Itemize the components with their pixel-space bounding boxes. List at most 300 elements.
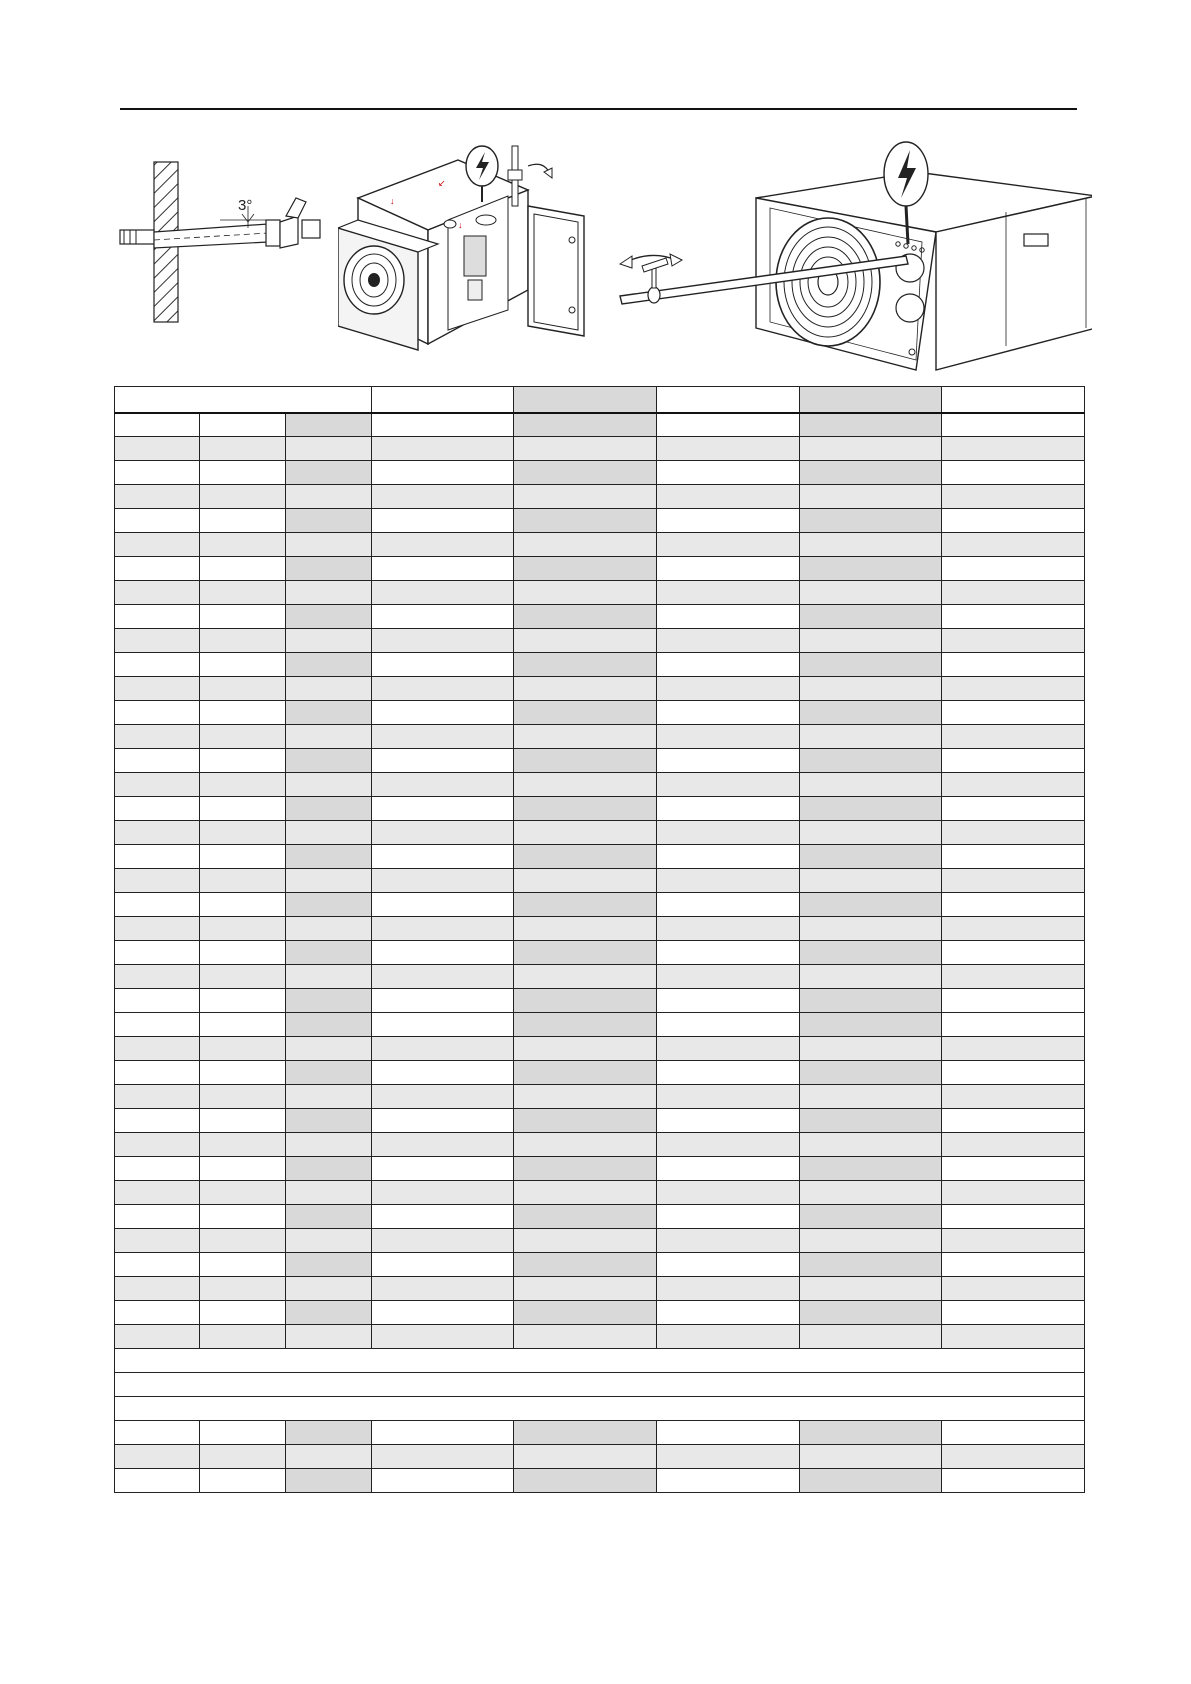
table-row	[115, 1061, 1085, 1085]
table-row	[115, 1133, 1085, 1157]
table-cell	[286, 893, 372, 917]
table-cell	[286, 1133, 372, 1157]
table-row	[115, 1229, 1085, 1253]
table-cell	[942, 1325, 1085, 1349]
header-cell	[514, 387, 657, 413]
table-cell	[657, 1061, 800, 1085]
table-cell	[200, 1037, 286, 1061]
open-door	[528, 206, 584, 336]
table-cell	[286, 461, 372, 485]
table-cell	[372, 1445, 514, 1469]
table-cell	[942, 989, 1085, 1013]
table-cell	[657, 557, 800, 581]
table-cell	[657, 533, 800, 557]
table-cell	[372, 1277, 514, 1301]
table-cell	[200, 701, 286, 725]
table-cell	[800, 1013, 942, 1037]
table-cell	[372, 605, 514, 629]
table-cell	[286, 1013, 372, 1037]
table-cell	[800, 437, 942, 461]
table-cell	[800, 797, 942, 821]
table-row	[115, 989, 1085, 1013]
table-cell	[514, 749, 657, 773]
table-row	[115, 485, 1085, 509]
table-cell	[115, 581, 200, 605]
table-cell	[372, 773, 514, 797]
table-cell	[942, 533, 1085, 557]
handle	[1024, 234, 1048, 246]
table-cell	[200, 557, 286, 581]
table-cell	[514, 461, 657, 485]
table-cell	[286, 941, 372, 965]
fan-grille	[344, 246, 404, 314]
table-cell	[372, 1421, 514, 1445]
table-cell	[800, 1277, 942, 1301]
table-cell	[942, 869, 1085, 893]
table-cell	[657, 677, 800, 701]
table-cell	[514, 1325, 657, 1349]
table-cell	[115, 1061, 200, 1085]
table-cell	[200, 821, 286, 845]
table-cell	[286, 989, 372, 1013]
table-cell	[115, 821, 200, 845]
table-cell	[286, 509, 372, 533]
table-cell	[372, 1325, 514, 1349]
table-row	[115, 581, 1085, 605]
table-cell	[372, 557, 514, 581]
table-row	[115, 1349, 1085, 1373]
table-cell	[115, 1085, 200, 1109]
table-cell	[286, 1037, 372, 1061]
table-cell	[286, 917, 372, 941]
table-cell	[115, 1397, 1085, 1421]
table-cell	[514, 533, 657, 557]
table-cell	[942, 1253, 1085, 1277]
header-cell	[800, 387, 942, 413]
table-cell	[200, 1325, 286, 1349]
table-cell	[657, 413, 800, 437]
table-cell	[800, 773, 942, 797]
table-cell	[514, 701, 657, 725]
table-cell	[200, 1253, 286, 1277]
table-cell	[942, 605, 1085, 629]
table-cell	[115, 1349, 1085, 1373]
table-row	[115, 1205, 1085, 1229]
table-cell	[372, 1109, 514, 1133]
table-cell	[372, 941, 514, 965]
table-cell	[200, 797, 286, 821]
table-cell	[372, 725, 514, 749]
table-cell	[115, 677, 200, 701]
table-cell	[372, 1037, 514, 1061]
table-row	[115, 1109, 1085, 1133]
table-cell	[372, 893, 514, 917]
table-cell	[800, 1445, 942, 1469]
table-cell	[200, 1445, 286, 1469]
table-cell	[200, 1469, 286, 1493]
table-row	[115, 1253, 1085, 1277]
table-row	[115, 869, 1085, 893]
table-cell	[514, 1229, 657, 1253]
table-cell	[800, 893, 942, 917]
angle-label: 3°	[238, 197, 253, 214]
table-cell	[942, 701, 1085, 725]
table-cell	[200, 605, 286, 629]
table-cell	[115, 653, 200, 677]
table-cell	[942, 1061, 1085, 1085]
table-row	[115, 941, 1085, 965]
table-cell	[286, 1109, 372, 1133]
table-cell	[657, 845, 800, 869]
table-cell	[800, 533, 942, 557]
table-cell	[286, 1301, 372, 1325]
table-cell	[115, 437, 200, 461]
svg-text:↓: ↓	[390, 196, 395, 206]
table-cell	[657, 1157, 800, 1181]
table-cell	[514, 653, 657, 677]
table-cell	[115, 1181, 200, 1205]
table-cell	[200, 437, 286, 461]
table-cell	[800, 629, 942, 653]
table-row	[115, 845, 1085, 869]
table-cell	[514, 1181, 657, 1205]
table-cell	[286, 557, 372, 581]
table-cell	[942, 653, 1085, 677]
table-cell	[800, 509, 942, 533]
table-cell	[942, 1037, 1085, 1061]
table-cell	[200, 893, 286, 917]
table-cell	[115, 1421, 200, 1445]
table-cell	[657, 1229, 800, 1253]
table-cell	[200, 1277, 286, 1301]
table-cell	[200, 965, 286, 989]
table-cell	[200, 677, 286, 701]
table-cell	[942, 437, 1085, 461]
table-cell	[942, 965, 1085, 989]
table-cell	[115, 1133, 200, 1157]
table-cell	[800, 1085, 942, 1109]
svg-text:↙: ↙	[438, 178, 446, 188]
table-cell	[657, 509, 800, 533]
table-cell	[514, 725, 657, 749]
table-cell	[514, 581, 657, 605]
table-cell	[800, 677, 942, 701]
table-row	[115, 413, 1085, 437]
table-cell	[657, 1253, 800, 1277]
table-cell	[372, 1013, 514, 1037]
table-cell	[115, 941, 200, 965]
table-cell	[286, 533, 372, 557]
table-cell	[800, 725, 942, 749]
table-cell	[372, 1469, 514, 1493]
table-row	[115, 797, 1085, 821]
table-cell	[200, 509, 286, 533]
table-cell	[800, 1469, 942, 1493]
table-cell	[942, 1013, 1085, 1037]
table-cell	[372, 1229, 514, 1253]
table-cell	[800, 1181, 942, 1205]
table-cell	[800, 461, 942, 485]
table-cell	[200, 941, 286, 965]
table-cell	[115, 725, 200, 749]
table-cell	[942, 557, 1085, 581]
table-cell	[942, 1445, 1085, 1469]
table-cell	[286, 701, 372, 725]
table-cell	[514, 845, 657, 869]
table-cell	[942, 1109, 1085, 1133]
table-cell	[657, 893, 800, 917]
table-row	[115, 1325, 1085, 1349]
table-cell	[657, 725, 800, 749]
table-cell	[372, 437, 514, 461]
table-cell	[942, 845, 1085, 869]
table-cell	[115, 773, 200, 797]
table-row	[115, 629, 1085, 653]
table-cell	[372, 413, 514, 437]
table-row	[115, 1277, 1085, 1301]
table-row	[115, 1013, 1085, 1037]
table-cell	[800, 1325, 942, 1349]
table-row	[115, 821, 1085, 845]
table-row	[115, 1445, 1085, 1469]
table-cell	[200, 845, 286, 869]
table-row	[115, 1373, 1085, 1397]
table-cell	[942, 509, 1085, 533]
table-cell	[286, 581, 372, 605]
table-cell	[115, 1253, 200, 1277]
table-cell	[115, 1445, 200, 1469]
table-cell	[514, 821, 657, 845]
table-cell	[372, 485, 514, 509]
table-cell	[115, 845, 200, 869]
table-cell	[115, 533, 200, 557]
table-cell	[514, 437, 657, 461]
table-cell	[115, 1037, 200, 1061]
table-row	[115, 557, 1085, 581]
table-cell	[115, 1469, 200, 1493]
table-cell	[115, 989, 200, 1013]
table-cell	[657, 1325, 800, 1349]
table-cell	[200, 989, 286, 1013]
table-cell	[200, 725, 286, 749]
table-cell	[800, 413, 942, 437]
table-cell	[800, 1421, 942, 1445]
table-cell	[200, 917, 286, 941]
table-cell	[800, 989, 942, 1013]
table-cell	[372, 1205, 514, 1229]
table-cell	[514, 917, 657, 941]
table-cell	[200, 1085, 286, 1109]
table-cell	[200, 1133, 286, 1157]
table-cell	[372, 1301, 514, 1325]
table-row	[115, 773, 1085, 797]
table-cell	[200, 1229, 286, 1253]
table-cell	[657, 1301, 800, 1325]
table-cell	[657, 581, 800, 605]
table-cell	[115, 1373, 1085, 1397]
table-row	[115, 1181, 1085, 1205]
table-cell	[514, 1253, 657, 1277]
table-cell	[372, 629, 514, 653]
table-row	[115, 917, 1085, 941]
table-cell	[514, 1109, 657, 1133]
table-cell	[200, 461, 286, 485]
table-cell	[942, 917, 1085, 941]
table-cell	[200, 1061, 286, 1085]
table-cell	[286, 1181, 372, 1205]
table-cell	[286, 629, 372, 653]
table-cell	[942, 1229, 1085, 1253]
heat-exchanger-figure	[616, 132, 1092, 374]
table-row	[115, 533, 1085, 557]
table-cell	[942, 677, 1085, 701]
table-cell	[514, 869, 657, 893]
table-cell	[514, 557, 657, 581]
table-cell	[286, 749, 372, 773]
table-cell	[286, 1205, 372, 1229]
table-cell	[372, 509, 514, 533]
table-cell	[115, 461, 200, 485]
table-cell	[286, 653, 372, 677]
table-row	[115, 653, 1085, 677]
table-cell	[286, 413, 372, 437]
table-cell	[514, 1085, 657, 1109]
table-cell	[286, 965, 372, 989]
fan-grille	[776, 218, 880, 346]
table-cell	[514, 677, 657, 701]
table-cell	[115, 1325, 200, 1349]
table-cell	[657, 917, 800, 941]
table-cell	[800, 821, 942, 845]
table-cell	[657, 437, 800, 461]
table-cell	[942, 1469, 1085, 1493]
table-cell	[657, 1421, 800, 1445]
table-cell	[514, 605, 657, 629]
table-cell	[657, 1445, 800, 1469]
table-cell	[942, 461, 1085, 485]
table-cell	[657, 1037, 800, 1061]
table-cell	[200, 533, 286, 557]
table-cell	[200, 1301, 286, 1325]
table-cell	[657, 1013, 800, 1037]
table-row	[115, 1397, 1085, 1421]
table-cell	[942, 725, 1085, 749]
table-cell	[942, 1277, 1085, 1301]
table-cell	[942, 1301, 1085, 1325]
header-cell	[115, 387, 372, 413]
table-cell	[800, 1253, 942, 1277]
table-row	[115, 701, 1085, 725]
table-cell	[115, 1277, 200, 1301]
table-cell	[372, 533, 514, 557]
table-cell	[115, 1013, 200, 1037]
table-cell	[800, 701, 942, 725]
table-cell	[372, 1085, 514, 1109]
table-cell	[800, 581, 942, 605]
table-cell	[800, 1037, 942, 1061]
table-cell	[657, 989, 800, 1013]
table-cell	[657, 629, 800, 653]
table-cell	[514, 1037, 657, 1061]
table-cell	[514, 1205, 657, 1229]
table-cell	[942, 773, 1085, 797]
table-cell	[942, 1421, 1085, 1445]
table-cell	[800, 1229, 942, 1253]
table-row	[115, 1421, 1085, 1445]
table-cell	[372, 1157, 514, 1181]
table-cell	[942, 797, 1085, 821]
table-row	[115, 893, 1085, 917]
table-cell	[372, 653, 514, 677]
svg-text:↓: ↓	[458, 220, 463, 230]
table-cell	[372, 797, 514, 821]
table-cell	[286, 677, 372, 701]
table-cell	[286, 797, 372, 821]
table-row	[115, 677, 1085, 701]
table-row	[115, 749, 1085, 773]
boiler-unit-figure	[338, 140, 596, 372]
table-cell	[514, 1277, 657, 1301]
table-row	[115, 605, 1085, 629]
table-cell	[800, 845, 942, 869]
table-cell	[800, 869, 942, 893]
table-cell	[514, 1421, 657, 1445]
table-cell	[200, 1109, 286, 1133]
table-cell	[657, 1181, 800, 1205]
table-cell	[514, 1133, 657, 1157]
table-cell	[115, 557, 200, 581]
table-cell	[800, 653, 942, 677]
table-cell	[942, 1205, 1085, 1229]
table-row	[115, 1085, 1085, 1109]
table-cell	[200, 1181, 286, 1205]
table-cell	[514, 1445, 657, 1469]
table-cell	[657, 605, 800, 629]
table-cell	[286, 725, 372, 749]
table-cell	[657, 1109, 800, 1133]
table-cell	[657, 1133, 800, 1157]
table-cell	[514, 1061, 657, 1085]
table-cell	[115, 797, 200, 821]
table-cell	[657, 701, 800, 725]
table-cell	[372, 965, 514, 989]
table-cell	[115, 917, 200, 941]
table-cell	[657, 749, 800, 773]
table-cell	[942, 485, 1085, 509]
table-cell	[657, 1205, 800, 1229]
table-cell	[200, 1205, 286, 1229]
table-cell	[514, 773, 657, 797]
table-row	[115, 725, 1085, 749]
table-cell	[657, 965, 800, 989]
table-row	[115, 509, 1085, 533]
table-row	[115, 1037, 1085, 1061]
table-cell	[657, 941, 800, 965]
table-cell	[286, 485, 372, 509]
table-cell	[372, 461, 514, 485]
table-cell	[286, 821, 372, 845]
table-cell	[115, 869, 200, 893]
table-cell	[372, 677, 514, 701]
table-cell	[942, 1157, 1085, 1181]
table-cell	[942, 1133, 1085, 1157]
table-cell	[286, 1469, 372, 1493]
table-cell	[115, 1109, 200, 1133]
table-cell	[200, 629, 286, 653]
table-cell	[286, 1253, 372, 1277]
table-cell	[657, 1469, 800, 1493]
table-cell	[200, 773, 286, 797]
